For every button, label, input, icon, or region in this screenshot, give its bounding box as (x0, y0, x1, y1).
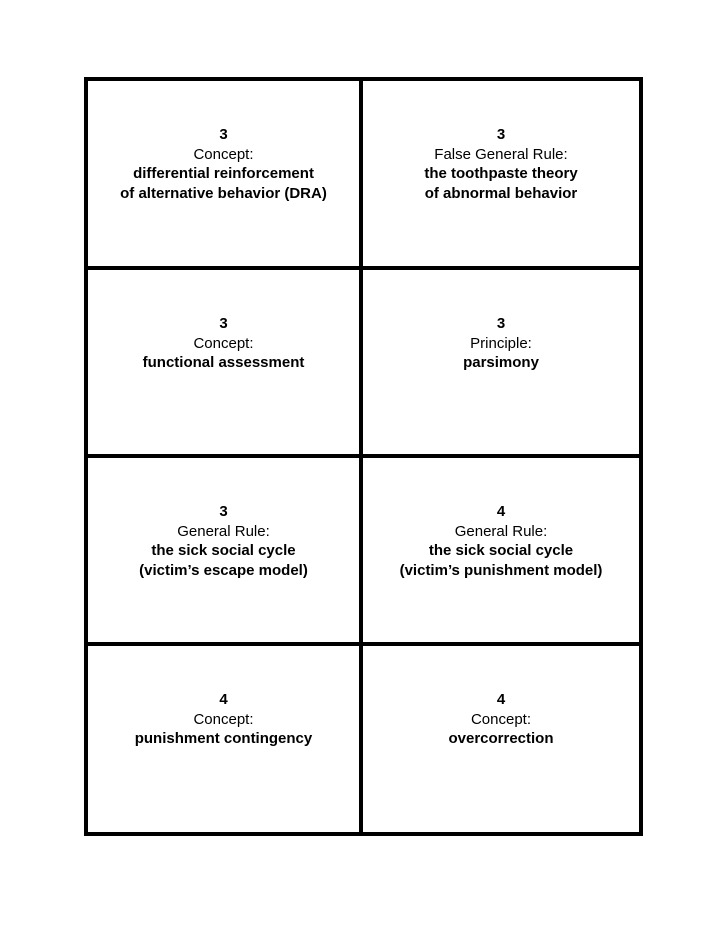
card-term-line: of abnormal behavior (424, 184, 578, 202)
flashcard (88, 646, 363, 832)
card-type: General Rule: (177, 522, 270, 540)
card-type: General Rule: (454, 522, 548, 540)
card-number: 4 (496, 691, 506, 708)
card-number: 3 (219, 315, 228, 332)
card-term-line: differential reinforcement (133, 165, 314, 182)
flashcard (363, 270, 639, 458)
card-number: 4 (496, 503, 506, 520)
card-term-line: overcorrection (448, 730, 554, 747)
flashcard (363, 458, 639, 646)
card-type: Concept: (193, 710, 254, 728)
card-type: Concept: (470, 710, 532, 728)
card-term-line: (victim’s punishment model) (399, 561, 603, 579)
card-term-line: of alternative behavior (DRA) (120, 184, 327, 202)
card-term-line: parsimony (463, 354, 539, 371)
flashcard (363, 81, 639, 270)
flashcard-grid (84, 77, 643, 836)
card-term-line: (victim’s escape model) (139, 561, 308, 579)
card-term-line: punishment contingency (134, 730, 313, 747)
card-term-line: the toothpaste theory (424, 165, 578, 182)
card-term-line: the sick social cycle (428, 542, 574, 559)
card-number: 3 (219, 503, 228, 520)
card-type: Concept: (193, 334, 254, 352)
card-term-line: functional assessment (142, 354, 305, 371)
card-term-line: the sick social cycle (151, 542, 296, 559)
card-number: 3 (496, 126, 506, 143)
card-type: Principle: (470, 334, 532, 352)
flashcard (88, 81, 363, 270)
flashcard (88, 458, 363, 646)
card-type: False General Rule: (434, 145, 568, 163)
card-type: Concept: (193, 145, 254, 163)
flashcard (88, 270, 363, 458)
card-number: 3 (496, 315, 506, 332)
card-number: 4 (219, 691, 228, 708)
card-number: 3 (219, 126, 228, 143)
flashcard (363, 646, 639, 832)
